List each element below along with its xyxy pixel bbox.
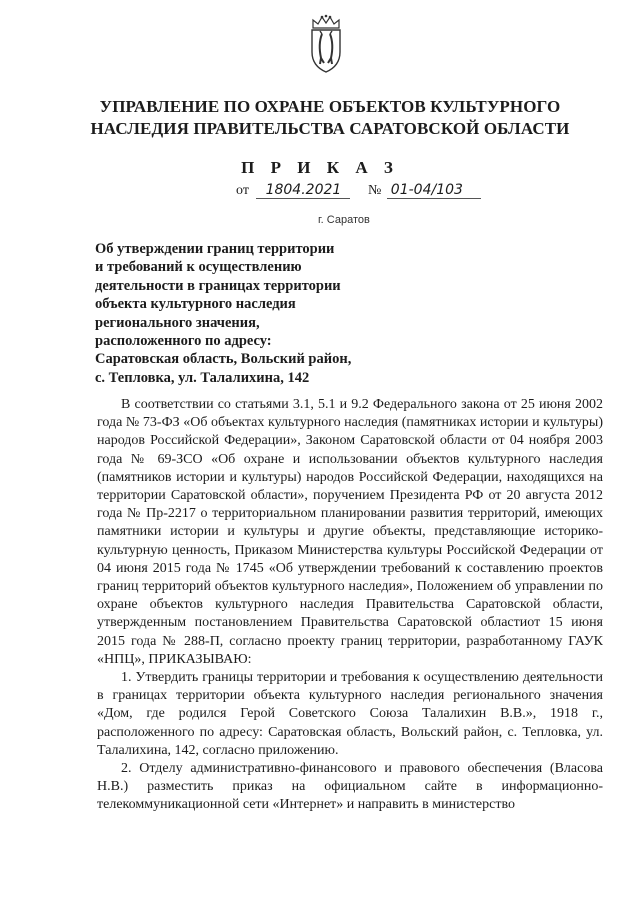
order-subject	[95, 240, 395, 387]
saratov-coat-of-arms-icon	[303, 14, 349, 74]
subject-line: Саратовская область, Вольский район,	[95, 351, 352, 368]
order-title: П Р И К А З	[241, 158, 399, 177]
order-item-2: 2. Отделу административно-финансового и правового обеспечения (Власова Н.В.) разместить приказ на официальном сайте в информационно-телекоммуникационной сети «Интернет» и направить в министерство	[97, 761, 603, 813]
order-from-label: от	[236, 183, 249, 198]
agency-name-line-2: НАСЛЕДИЯ ПРАВИТЕЛЬСТВА САРАТОВСКОЙ ОБЛАСТИ	[90, 119, 570, 138]
order-date-number	[236, 182, 481, 199]
order-city: г. Саратов	[318, 214, 370, 226]
subject-line: Об утверждении границ территории	[95, 241, 335, 257]
order-item-1: 1. Утвердить границы территории и требования к осуществлению деятельности в границах территории объекта культурного наследия регионального значения «Дом, где родился Герой Советского Союза Талалихин В.В.», 1918 г., расположенного по адресу: Саратовская область, Вольский район, с. Тепловка, ул. Талалихина, 142, согласно приложению.	[97, 670, 603, 758]
subject-line: расположенного по адресу:	[95, 333, 272, 350]
order-body	[97, 396, 603, 815]
subject-line: объекта культурного наследия	[95, 296, 296, 313]
subject-line: регионального значения,	[95, 314, 260, 331]
preamble-paragraph: В соответствии со статьями 3.1, 5.1 и 9.2 Федерального закона от 25 июня 2002 года № 73-ФЗ «Об объектах культурного наследия (памятниках истории и культуры) народов Российской Федерации», Законом Саратовской области от 04 ноября 2003 года № 69-ЗСО «Об охране и использовании объектов культурного наследия (памятников истории и культуры) народов Российской Федерации, находящихся на территории Саратовской области», поручением Президента РФ от 20 августа 2012 года № Пр-2217 о территориальном планировании развития территорий, имеющих памятники истории и культуры и другие объекты, представляющие историко-культурную ценность, Приказом Министерства культуры Российской Федерации от 04 июня 2015 года № 1745 «Об утверждении требований к составлению проектов границ территорий объектов культурного наследия», Положением об управлении по охране объектов культурного наследия Правительства Саратовской области, утвержденным постановлением Правительства Саратовской областиот 15 июня 2015 года № 288-П, согласно проекту границ территории, разработанному ГАУК «НПЦ», ПРИКАЗЫВАЮ:	[97, 397, 603, 667]
subject-line: деятельности в границах территории	[95, 277, 341, 294]
subject-line: с. Тепловка, ул. Талалихина, 142	[95, 369, 310, 386]
order-number: 01-04/103	[387, 182, 481, 199]
order-date: 1804.2021	[256, 182, 350, 199]
agency-name-line-1: УПРАВЛЕНИЕ ПО ОХРАНЕ ОБЪЕКТОВ КУЛЬТУРНОГО	[99, 97, 561, 116]
subject-line: и требований к осуществлению	[95, 259, 302, 276]
agency-name	[60, 96, 600, 140]
order-number-label: №	[367, 183, 382, 198]
